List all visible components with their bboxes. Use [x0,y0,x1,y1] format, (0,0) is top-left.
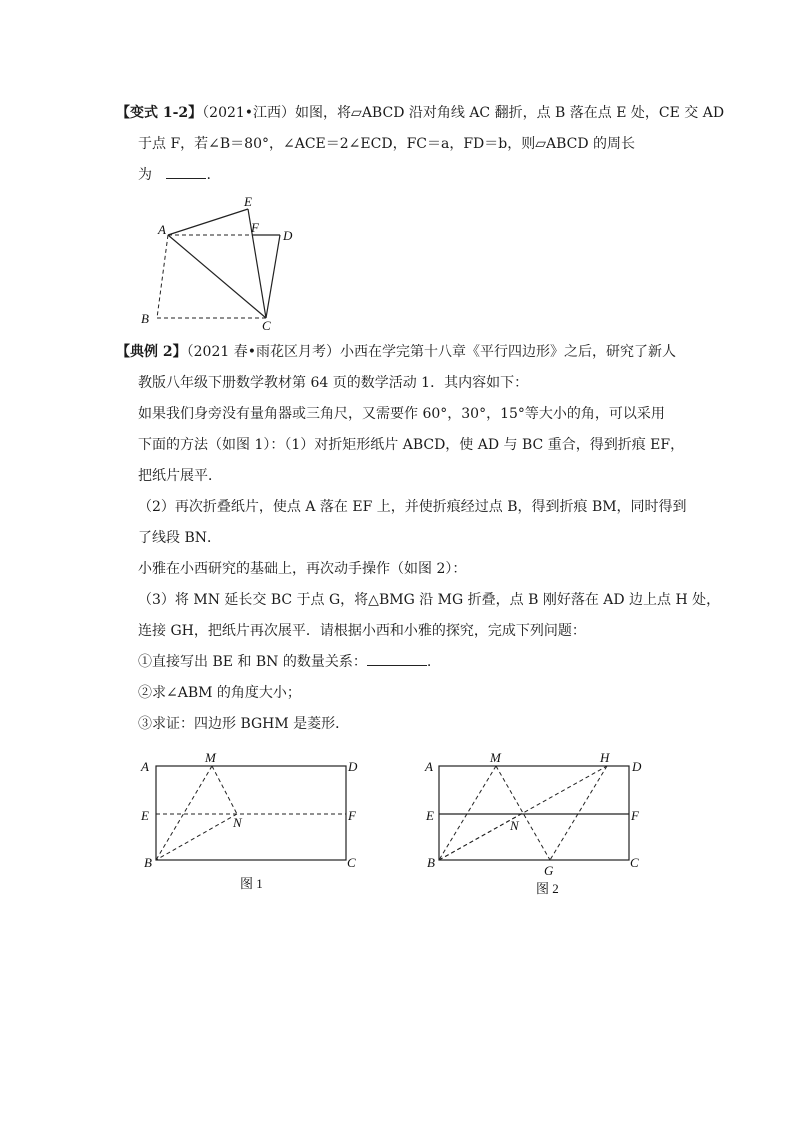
problem2-line8: 小雅在小西研究的基础上，再次动手操作（如图 2）： [138,561,467,577]
fig2-segment-BN [439,814,521,860]
fig2-segment-HG [550,766,607,860]
fig1-label-M: M [205,750,216,765]
fig1-label-N: N [233,815,242,830]
problem2-q2: ②求∠ABM 的角度大小； [138,685,301,701]
problem2-line9: （3）将 MN 延长交 BC 于点 G，将△BMG 沿 MG 折叠，点 B 刚好落在 AD 边上点 H 处， [138,592,721,608]
fig1-caption: 图 1 [240,876,263,891]
problem1-line1-text: （2021•江西）如图，将▱ABCD 沿对角线 AC 翻折，点 B 落在点 E 处，CE 交 AD [202,105,725,121]
problem1-line3-text: 为 [138,167,152,183]
fig2-label-N: N [510,818,519,833]
problem2-tag: 【典例 2】 [116,344,187,360]
problem1-line3-end: . [206,167,211,183]
problem2-q1-text: ①直接写出 BE 和 BN 的数量关系： [138,654,367,670]
label-B: B [141,311,149,326]
fig1-segment-NB [156,814,237,860]
problem2-line3: 如果我们身旁没有量角器或三角尺，又需要作 60°，30°，15°等大小的角，可以采用 [138,406,665,422]
figure-1 [140,750,358,891]
fig1-label-A: A [141,759,149,774]
fig1-label-B: B [144,855,152,870]
label-E: E [244,194,252,209]
label-F: F [251,220,259,235]
fig1-label-C: C [347,855,356,870]
problem1-tag: 【变式 1-2】 [116,105,203,121]
problem2-line5: 把纸片展平． [138,468,222,484]
fig2-label-E: E [426,808,434,823]
problem2-line7: 了线段 BN． [138,530,221,546]
fig1-label-E: E [141,808,149,823]
fig1-segment-MB [156,766,212,860]
fig2-label-M: M [490,750,501,765]
fig1-rectangle-ABCD [156,766,346,860]
fig2-segment-MG [496,766,550,860]
fig2-label-B: B [427,855,435,870]
fig1-segment-MN [212,766,237,814]
fig2-label-H: H [600,750,610,765]
fig2-label-D: D [632,759,642,774]
fig2-segment-MB [439,766,496,860]
label-A: A [158,222,166,237]
fig1-label-D: D [348,759,358,774]
problem2-line4: 下面的方法（如图 1）：（1）对折矩形纸片 ABCD，使 AD 与 BC 重合，得到折痕 EF， [138,437,685,453]
problem2-line10: 连接 GH，把纸片再次展平．请根据小西和小雅的探究，完成下列问题： [138,623,586,639]
problem1-line2: 于点 F，若∠B＝80°，∠ACE＝2∠ECD，FC＝a，FD＝b，则▱ABCD 的周长 [138,136,636,152]
label-C: C [262,318,271,333]
problem2-line2: 教版八年级下册数学教材第 64 页的数学活动 1．其内容如下： [138,375,529,391]
label-D: D [283,228,293,243]
fig1-label-F: F [348,808,356,823]
fig2-label-G: G [544,863,554,878]
problem2-q3: ③求证：四边形 BGHM 是菱形． [138,716,350,732]
fig2-caption: 图 2 [536,881,559,896]
fig2-label-C: C [630,855,639,870]
fig2-label-A: A [425,759,433,774]
problem2-line6: （2）再次折叠纸片，使点 A 落在 EF 上，并使折痕经过点 B，得到折痕 BM，同时得到 [138,499,687,515]
problem2-q1-end: . [426,654,432,670]
figure-2 [424,750,642,896]
problem2-line1-text: （2021 春•雨花区月考）小西在学完第十八章《平行四边形》之后，研究了新人 [186,344,676,360]
fig2-label-F: F [631,808,639,823]
fig2-rectangle-ABCD [439,766,629,860]
